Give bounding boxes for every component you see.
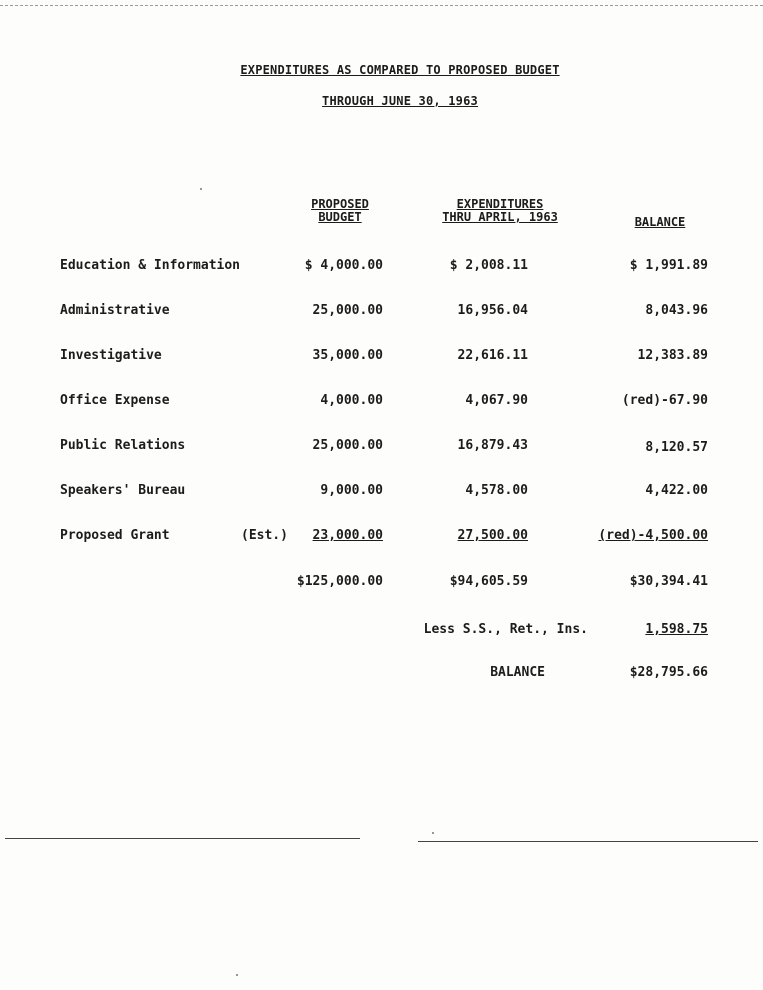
row-balance-public-relations: 8,120.57 — [645, 440, 708, 455]
final-balance-label: BALANCE — [490, 665, 545, 680]
row-balance-investigative: 12,383.89 — [637, 348, 708, 363]
row-balance-speakers-bureau: 4,422.00 — [645, 483, 708, 498]
header-budget-line2: BUDGET — [318, 210, 362, 224]
column-header-proposed-budget — [300, 198, 380, 224]
row-budget-office-expense: 4,000.00 — [320, 393, 383, 408]
row-label-speakers-bureau: Speakers' Bureau — [60, 483, 186, 498]
row-expenditure-education: $ 2,008.11 — [449, 258, 528, 273]
row-budget-education: $ 4,000.00 — [304, 258, 383, 273]
row-label-administrative: Administrative — [60, 303, 170, 318]
row-expenditure-public-relations: 16,879.43 — [457, 438, 528, 453]
row-balance-proposed-grant: (red)-4,500.00 — [598, 528, 708, 543]
row-label-office-expense: Office Expense — [60, 393, 170, 408]
paper-speck — [236, 974, 238, 976]
total-expenditure: $94,605.59 — [449, 574, 528, 589]
row-label-proposed-grant: Proposed Grant — [60, 528, 170, 543]
header-exp-line2: THRU APRIL, 1963 — [442, 210, 558, 224]
less-deductions-value: 1,598.75 — [645, 622, 708, 637]
fold-line-right — [418, 841, 758, 842]
header-budget-line1: PROPOSED — [311, 197, 369, 211]
column-header-expenditures — [420, 198, 580, 224]
total-balance: $30,394.41 — [629, 574, 708, 589]
paper-speck — [432, 832, 434, 834]
final-balance-value: $28,795.66 — [629, 665, 708, 680]
paper-speck — [200, 188, 202, 190]
row-label-public-relations: Public Relations — [60, 438, 186, 453]
row-balance-education: $ 1,991.89 — [629, 258, 708, 273]
row-expenditure-administrative: 16,956.04 — [457, 303, 528, 318]
row-budget-public-relations: 25,000.00 — [312, 438, 383, 453]
row-balance-office-expense: (red)-67.90 — [621, 393, 708, 408]
row-budget-proposed-grant: 23,000.00 — [312, 528, 383, 543]
header-exp-line1: EXPENDITURES — [456, 197, 544, 211]
row-expenditure-office-expense: 4,067.90 — [465, 393, 528, 408]
document-title: EXPENDITURES AS COMPARED TO PROPOSED BUDGET — [240, 63, 560, 77]
row-label-education: Education & Information — [60, 258, 241, 273]
fold-line-left — [5, 838, 360, 839]
row-expenditure-speakers-bureau: 4,578.00 — [465, 483, 528, 498]
row-budget-speakers-bureau: 9,000.00 — [320, 483, 383, 498]
row-note-estimated: (Est.) — [241, 528, 288, 543]
row-label-investigative: Investigative — [60, 348, 162, 363]
row-expenditure-proposed-grant: 27,500.00 — [457, 528, 528, 543]
page-top-edge — [0, 0, 763, 6]
row-budget-administrative: 25,000.00 — [312, 303, 383, 318]
row-expenditure-investigative: 22,616.11 — [457, 348, 528, 363]
less-deductions-label: Less S.S., Ret., Ins. — [423, 622, 588, 637]
column-header-balance: BALANCE — [634, 215, 686, 229]
document-subtitle: THROUGH JUNE 30, 1963 — [322, 94, 478, 108]
row-balance-administrative: 8,043.96 — [645, 303, 708, 318]
total-budget: $125,000.00 — [296, 574, 383, 589]
row-budget-investigative: 35,000.00 — [312, 348, 383, 363]
